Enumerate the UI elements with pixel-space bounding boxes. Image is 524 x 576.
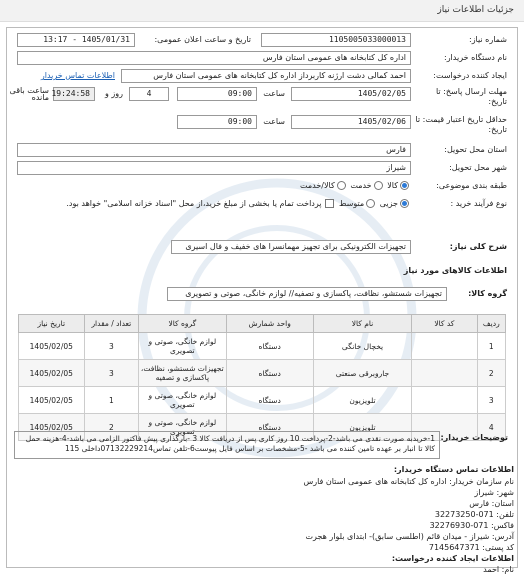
table-header: تاریخ نیاز [19,315,85,333]
city-field[interactable]: شیراز [17,161,411,175]
days-field[interactable]: 4 [129,87,169,101]
table-cell: 4 [477,414,505,441]
table-row[interactable] [19,387,506,414]
goods-service-radio[interactable] [337,181,346,190]
table-cell: 2 [84,414,139,441]
table-cell: 1405/02/05 [19,333,85,360]
table-cell [412,333,478,360]
table-cell: 1405/02/05 [19,387,85,414]
deadline-row: مهلت ارسال پاسخ: تا تاریخ: 1405/02/05 ساعت 09:00 4 روز و 19:24:58 ساعت باقی مانده [9,86,507,106]
details-panel [6,27,518,568]
city-row: شهر محل تحویل: شیراز [17,161,507,175]
table-cell [412,387,478,414]
table-cell: دستگاه [226,360,313,387]
table-cell: 1 [84,387,139,414]
table-cell: دستگاه [226,414,313,441]
table-cell: 1 [477,333,505,360]
category-row: طبقه بندی موضوعی: کالا خدمت کالا/خدمت [300,181,507,190]
table-cell: تلویزیون [313,414,411,441]
summary-field[interactable]: تجهیزات الکترونیکی برای تجهیز مهمانسرا های خفیف و فال اسیری [171,240,411,254]
table-cell: 1405/02/05 [19,414,85,441]
table-header: کد کالا [412,315,478,333]
validity-row: حداقل تاریخ اعتبار قیمت: تا تاریخ: 1405/02/06 ساعت 09:00 [17,115,507,137]
table-cell: جاروبرقی صنعتی [313,360,411,387]
buyer-field[interactable]: اداره کل کتابخانه های عمومی استان فارس [17,51,411,65]
page-header [0,0,524,22]
treasury-checkbox[interactable] [325,199,334,208]
buyer-notes: 1-خریدبه صورت نقدی می باشد-2-پرداخت 10 روز کاری پس از دریافت کالا 3 -بارگذاری پیش فاکتور الزامی می باشد-4-هزینه حمل کالا تا انبار بر عهده تامین کننده می باشد -5-مشخصات بر اساس فایل پیوست6-تلفن تماس07132229214داخلی 115 [14,431,440,459]
table-cell: تلویزیون [313,387,411,414]
table-row[interactable] [19,360,506,387]
table-header: ردیف [477,315,505,333]
table-header: نام کالا [313,315,411,333]
table-cell: لوازم خانگی، صوتی و تصویری [139,414,226,441]
announce-date-field[interactable]: 1405/01/31 - 13:17 [17,33,135,47]
table-cell: 1405/02/05 [19,360,85,387]
province-row: استان محل تحویل: فارس [17,143,507,157]
group-field[interactable]: تجهیزات شستشو، نظافت، پاکسازی و تصفیه// لوازم خانگی، صوتی و تصویری [167,287,447,301]
table-cell: لوازم خانگی، صوتی و تصویری [139,387,226,414]
table-cell: 3 [84,360,139,387]
table-cell: 3 [84,333,139,360]
deadline-date-field[interactable]: 1405/02/05 [291,87,411,101]
group-row: گروه کالا: تجهیزات شستشو، نظافت، پاکسازی و تصفیه// لوازم خانگی، صوتی و تصویری [17,287,507,301]
buyer-contact-link[interactable]: اطلاعات تماس خریدار [40,71,115,80]
table-header: گروه کالا [139,315,226,333]
table-cell: 2 [477,360,505,387]
table-cell [412,360,478,387]
medium-radio[interactable] [366,199,375,208]
province-field[interactable]: فارس [17,143,411,157]
buyer-row: نام دستگاه خریدار: اداره کل کتابخانه های عمومی استان فارس [17,51,507,65]
service-radio[interactable] [374,181,383,190]
table-row[interactable] [19,333,506,360]
table-cell: دستگاه [226,387,313,414]
contact-title: اطلاعات تماس دستگاه خریدار: [393,465,514,474]
creator-field[interactable]: احمد کمالی دشت ارژنه کاربرداز اداره کل کتابخانه های عمومی استان فارس [121,69,411,83]
summary-row: شرح کلی نیاز: تجهیزات الکترونیکی برای تجهیز مهمانسرا های خفیف و فال اسیری [17,240,507,254]
need-number-row: شماره نیاز: 1105005033000013 تاریخ و ساعت اعلان عمومی: 1405/01/31 - 13:17 [17,33,507,47]
need-number-field[interactable]: 1105005033000013 [261,33,411,47]
remaining-time-field: 19:24:58 [53,87,95,101]
goods-radio[interactable] [400,181,409,190]
table-cell: یخچال خانگی [313,333,411,360]
table-cell: لوازم خانگی، صوتی و تصویری [139,333,226,360]
table-cell: 3 [477,387,505,414]
table-cell: دستگاه [226,333,313,360]
table-header: واحد شمارش [226,315,313,333]
deadline-time-field[interactable]: 09:00 [177,87,257,101]
validity-time-field[interactable]: 09:00 [177,115,257,129]
goods-section-title: اطلاعات کالاهای مورد نیاز [403,266,507,275]
creator-row: ایجاد کننده درخواست: احمد کمالی دشت ارژنه کاربرداز اداره کل کتابخانه های عمومی استان فارس اطلاعات تماس خریدار [17,69,507,83]
page-title: جزئیات اطلاعات نیاز [437,5,514,15]
validity-date-field[interactable]: 1405/02/06 [291,115,411,129]
notes-label: توضیحات خریدار: [440,433,508,442]
table-header: تعداد / مقدار [84,315,139,333]
process-row: نوع فرآیند خرید : جزیی متوسط پرداخت تمام یا بخشی از مبلغ خرید،از محل "اسناد خزانه اسلامی" خواهد بود. [66,199,507,208]
table-cell: تجهیزات شستشو، نظافت، پاکسازی و تصفیه [139,360,226,387]
goods-table [18,314,506,441]
small-radio[interactable] [400,199,409,208]
